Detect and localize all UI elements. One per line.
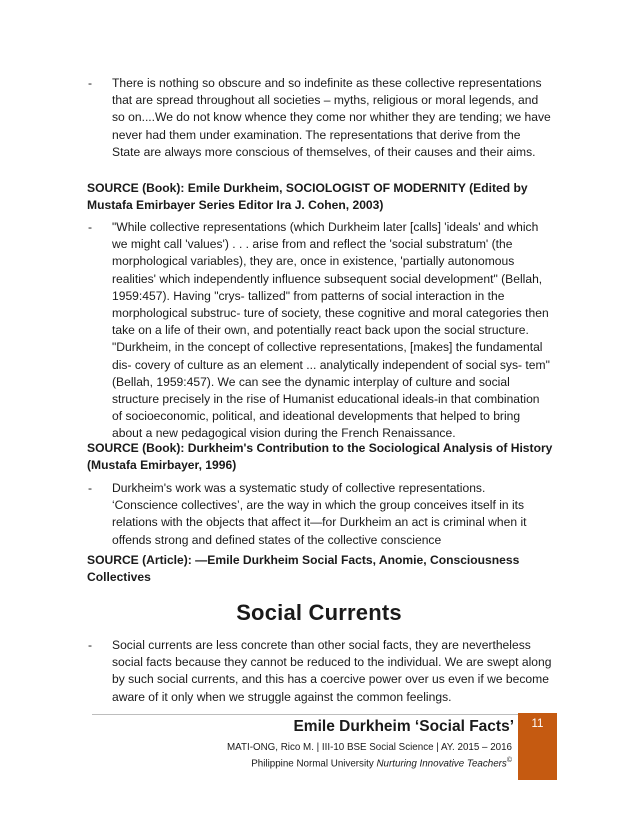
page-number-box (518, 713, 557, 780)
bullet-marker: - (88, 220, 93, 234)
bullet-text: Durkheim's work was a systematic study of collective representations. ‘Conscience collectives’, are the way in which the group conceives itself in its relations with the objects that affect it—for Durkheim an act is criminal when it offends strong and defined states of the collective conscience (112, 481, 527, 547)
bullet-item-representations (88, 75, 552, 161)
footer-motto: Nurturing Innovative Teachers (376, 758, 507, 770)
bullet-item-social-currents (88, 637, 552, 706)
footer-title: Emile Durkheim ‘Social Facts’ (293, 718, 514, 735)
source-citation-sociological-analysis: SOURCE (Book): Durkheim's Contribution to the Sociological Analysis of History (Mustafa Emirbayer, 1996) (87, 441, 553, 473)
bullet-item-collective-representations (88, 219, 552, 443)
page-number: 11 (531, 718, 544, 730)
bullet-text: There is nothing so obscure and so indefinite as these collective representations that are spread throughout all societies – myths, religious or moral legends, and so on....We do not know whence they come nor whither they are tending; we have never had them under examination. The representations that derive from the State are always more conscious of themselves, of their causes and their aims. (112, 76, 551, 159)
footer-university: Philippine Normal University (251, 758, 377, 770)
footer-university-line (251, 757, 512, 769)
bullet-text: "While collective representations (which Durkheim later [calls] 'ideals' and which we might call 'values') . . . arise from and reflect the 'social substratum' (the morphological variables), they are, once in existence, 'partially autonomous realities' which independently influence subsequent social development" (Bellah, 1959:457). Having "crys- tallized" from patterns of social interaction in the morphological substruc- ture of society, these cognitive and moral categories then take on a life of their own, and potentially react back upon the social structure. "Durkheim, in the concept of collective representations, [makes] the fundamental dis- covery of culture as an element ... analytically independent of social sys- tem" (Bellah, 1959:457). We can see the dynamic interplay of culture and social structure precisely in the rise of Humanist educational ideals-in that combination of socioeconomic, political, and ideational developments that helped to bring about a new pedagogical vision during the French Renaissance. (112, 220, 550, 441)
footer-divider (92, 714, 519, 715)
bullet-text: Social currents are less concrete than other social facts, they are nevertheless social facts because they cannot be reduced to the individual. We are swept along by such social currents, and this has a coercive power over us even if we become aware of it only when we struggle against the common feelings. (112, 638, 552, 704)
bullet-marker: - (88, 76, 93, 90)
section-heading: Social Currents (236, 600, 402, 625)
source-citation-sociologist-of-modernity: SOURCE (Book): Emile Durkheim, SOCIOLOGIST OF MODERNITY (Edited by Mustafa Emirbayer Series Editor Ira J. Cohen, 2003) (87, 181, 528, 213)
bullet-marker: - (88, 638, 93, 652)
copyright-symbol: © (506, 757, 512, 764)
source-citation-social-facts-article: SOURCE (Article): —Emile Durkheim Social Facts, Anomie, Consciousness Collectives (87, 553, 520, 585)
bullet-item-conscience-collectives (88, 480, 552, 549)
footer-author-line: MATI-ONG, Rico M. | III-10 BSE Social Science | AY. 2015 – 2016 (227, 742, 512, 753)
bullet-marker: - (88, 481, 93, 495)
